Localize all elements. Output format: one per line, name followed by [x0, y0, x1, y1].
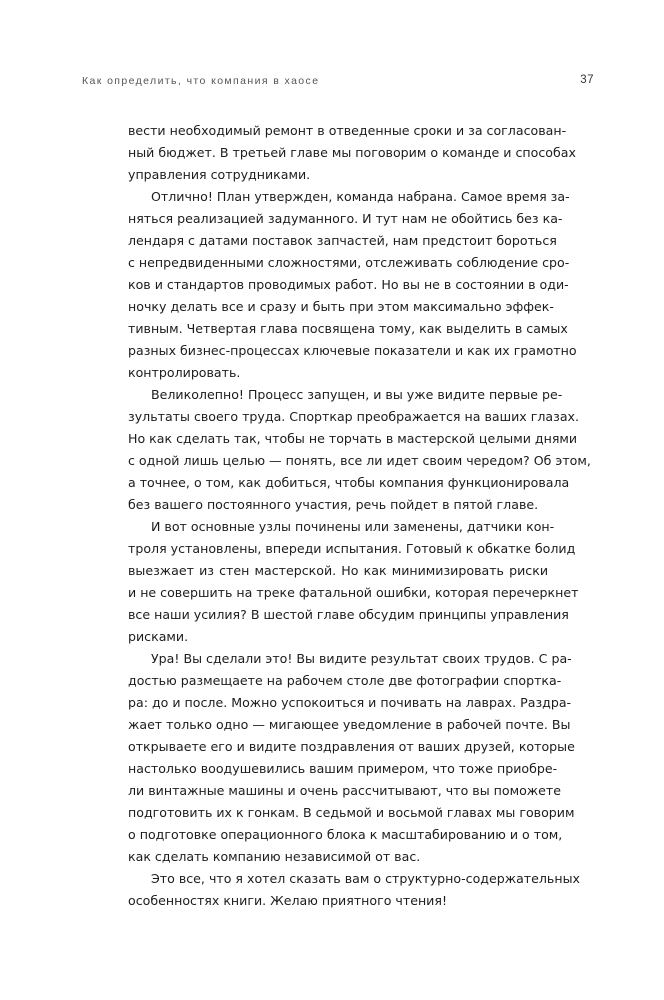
paragraph-first-line: И вот основные узлы починены или заменены, датчики кон- — [151, 519, 555, 534]
paragraph-first-line: Ура! Вы сделали это! Вы видите результат своих трудов. С ра- — [151, 651, 572, 666]
text-line: все наши усилия? В шестой главе обсудим принципы управления — [128, 607, 569, 622]
text-line: управления сотрудниками. — [128, 167, 311, 182]
text-line: Но как сделать так, чтобы не торчать в мастерской целыми днями — [128, 431, 578, 446]
text-line: о подготовке операционного блока к масштабированию и о том, — [128, 827, 563, 842]
text-line: ли винтажные машины и очень рассчитывают, что вы поможете — [128, 783, 561, 798]
body-text — [128, 120, 591, 912]
text-line: подготовить их к гонкам. В седьмой и восьмой главах мы говорим — [128, 805, 575, 820]
text-line: няться реализацией задуманного. И тут нам не обойтись без ка- — [128, 211, 563, 226]
text-line: выезжает из стен мастерской. Но как минимизировать риски — [128, 563, 548, 578]
paragraph-first-line: Великолепно! Процесс запущен, и вы уже видите первые ре- — [151, 387, 563, 402]
text-line: жает только одно — мигающее уведомление в рабочей почте. Вы — [128, 717, 571, 732]
text-line: без вашего постоянного участия, речь пойдет в пятой главе. — [128, 497, 539, 512]
text-line: зультаты своего труда. Спорткар преображается на ваших глазах. — [128, 409, 580, 424]
text-line: ночку делать все и сразу и быть при этом максимально эффек- — [128, 299, 554, 314]
text-line: рисками. — [128, 629, 189, 644]
text-line: ный бюджет. В третьей главе мы поговорим о команде и способах — [128, 145, 576, 160]
text-line: достью размещаете на рабочем столе две фотографии спортка- — [128, 673, 562, 688]
text-line: с непредвиденными сложностями, отслеживать соблюдение сро- — [128, 255, 570, 270]
text-line: ков и стандартов проводимых работ. Но вы не в состоянии в оди- — [128, 277, 569, 292]
text-line: тивным. Четвертая глава посвящена тому, как выделить в самых — [128, 321, 568, 336]
text-line: ра: до и после. Можно успокоиться и почивать на лаврах. Раздра- — [128, 695, 572, 710]
text-line: настолько воодушевились вашим примером, что тоже приобре- — [128, 761, 558, 776]
text-line: открываете его и видите поздравления от ваших друзей, которые — [128, 739, 575, 754]
paragraph-first-line: Это все, что я хотел сказать вам о структурно-содержательных — [151, 871, 580, 886]
text-line: с одной лишь целью — понять, все ли идет своим чередом? Об этом, — [128, 453, 591, 468]
page-number: 37 — [580, 74, 594, 86]
running-title: Как определить, что компания в хаосе — [82, 75, 320, 87]
text-line: вести необходимый ремонт в отведенные сроки и за согласован- — [128, 123, 567, 138]
text-line: троля установлены, впереди испытания. Готовый к обкатке болид — [128, 541, 576, 556]
text-line: особенностях книги. Желаю приятного чтения! — [128, 893, 447, 908]
text-line: как сделать компанию независимой от вас. — [128, 849, 421, 864]
text-line: лендаря с датами поставок запчастей, нам предстоит бороться — [128, 233, 557, 248]
text-line: контролировать. — [128, 365, 241, 380]
text-line: и не совершить на треке фатальной ошибки, которая перечеркнет — [128, 585, 579, 600]
text-line: а точнее, о том, как добиться, чтобы компания функционировала — [128, 475, 570, 490]
text-line: разных бизнес-процессах ключевые показатели и как их грамотно — [128, 343, 577, 358]
paragraph-first-line: Отлично! План утвержден, команда набрана. Самое время за- — [151, 189, 570, 204]
